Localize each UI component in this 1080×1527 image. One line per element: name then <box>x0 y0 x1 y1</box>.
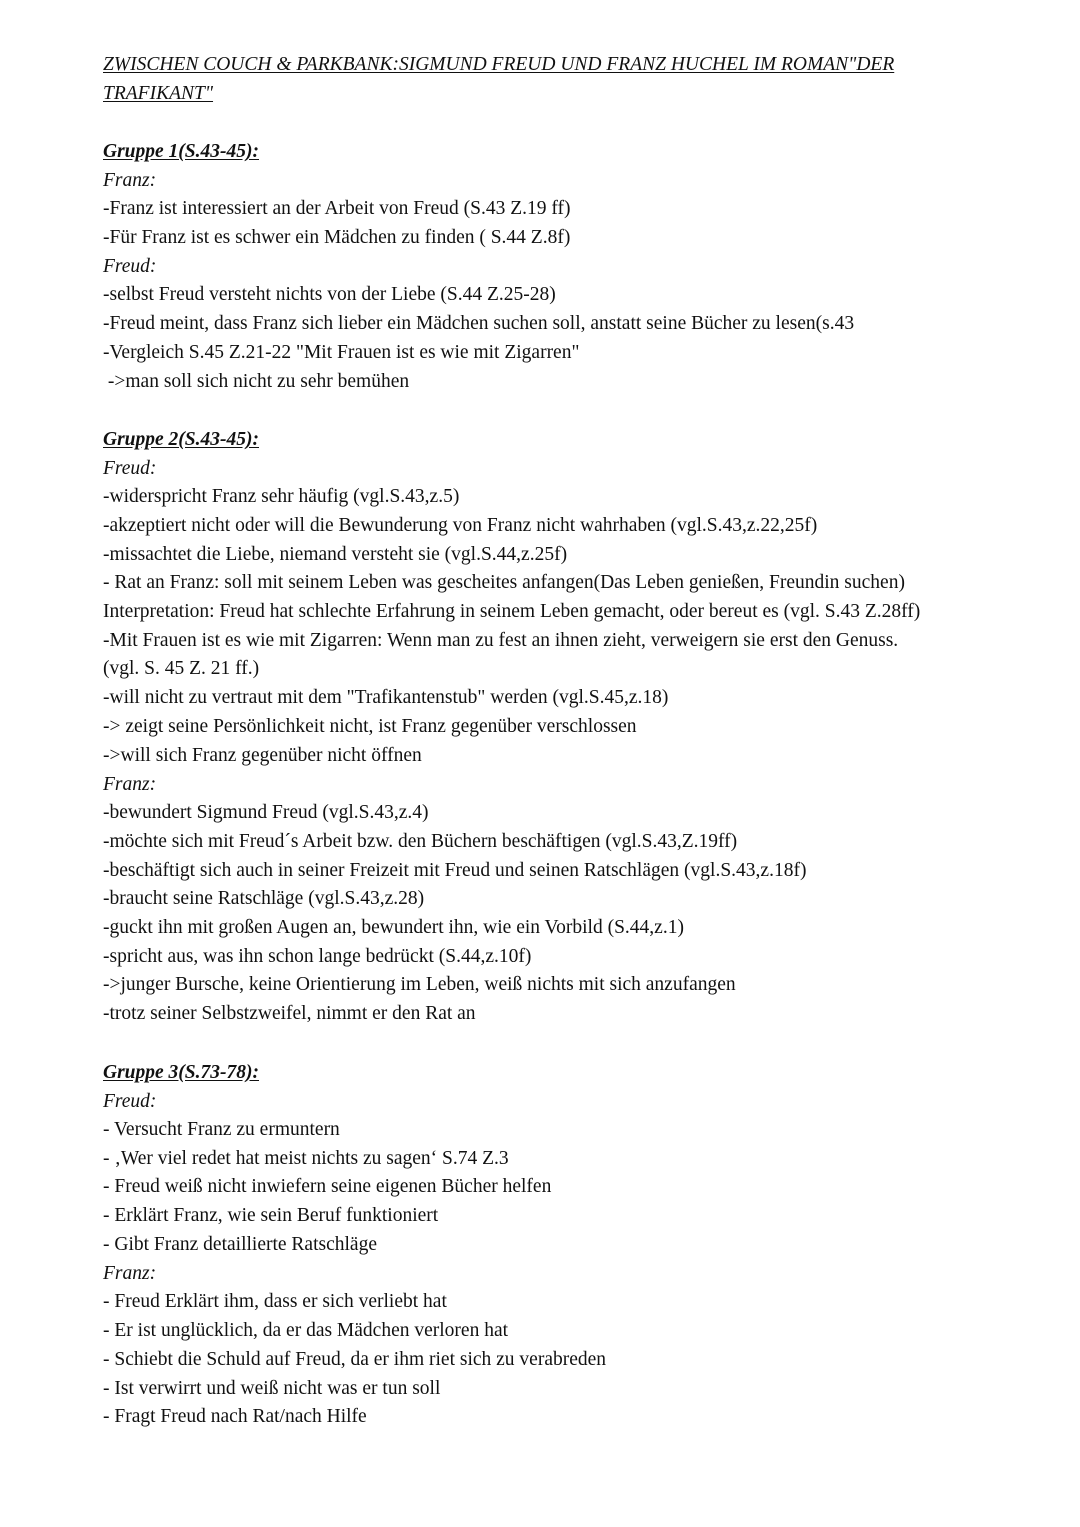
note-line: - Schiebt die Schuld auf Freud, da er ihm riet sich zu verabreden <box>103 1348 607 1370</box>
group-heading: Gruppe 1(S.43-45): <box>103 141 259 162</box>
note-line: -guckt ihn mit großen Augen an, bewundert ihn, wie ein Vorbild (S.44,z.1) <box>103 917 684 939</box>
note-line: - Rat an Franz: soll mit seinem Leben was gescheites anfangen(Das Leben genießen, Freundin suchen) <box>103 572 905 594</box>
speaker-label: Freud: <box>103 1090 157 1112</box>
note-line: -missachtet die Liebe, niemand versteht sie (vgl.S.44,z.25f) <box>103 543 568 565</box>
note-line: ->man soll sich nicht zu sehr bemühen <box>103 370 410 392</box>
spacer <box>103 1029 1043 1058</box>
note-line: -möchte sich mit Freud´s Arbeit bzw. den Büchern beschäftigen (vgl.S.43,Z.19ff) <box>103 830 738 852</box>
note-line: - ‚Wer viel redet hat meist nichts zu sagen‘ S.74 Z.3 <box>103 1147 509 1169</box>
group-heading: Gruppe 3(S.73-78): <box>103 1061 259 1083</box>
speaker-label: Franz: <box>103 1263 157 1285</box>
speaker-label: Freud: <box>103 256 157 278</box>
spacer <box>103 396 1043 425</box>
document-page <box>103 50 1043 1432</box>
group-2 <box>103 425 1043 1029</box>
note-line: -Vergleich S.45 Z.21-22 "Mit Frauen ist es wie mit Zigarren" <box>103 341 580 363</box>
note-line: - Freud weiß nicht inwiefern seine eigenen Bücher helfen <box>103 1176 552 1198</box>
note-line: -Mit Frauen ist es wie mit Zigarren: Wenn man zu fest an ihnen zieht, verweigern sie erst den Genuss. <box>103 629 899 651</box>
note-line: - Freud Erklärt ihm, dass er sich verliebt hat <box>103 1291 447 1313</box>
note-line: -Freud meint, dass Franz sich lieber ein Mädchen suchen soll, anstatt seine Bücher zu lesen(s.43 <box>103 313 855 335</box>
note-line: -beschäftigt sich auch in seiner Freizeit mit Freud und seinen Ratschlägen (vgl.S.43,z.18f) <box>103 859 807 881</box>
group-3 <box>103 1058 1043 1432</box>
note-line: - Ist verwirrt und weiß nicht was er tun soll <box>103 1377 441 1399</box>
note-line: -Franz ist interessiert an der Arbeit von Freud (S.43 Z.19 ff) <box>103 198 571 219</box>
title-line-1: ZWISCHEN COUCH & PARKBANK:SIGMUND FREUD UND FRANZ HUCHEL IM ROMAN"DER <box>103 54 895 75</box>
speaker-label: Freud: <box>103 458 157 480</box>
note-line: -trotz seiner Selbstzweifel, nimmt er den Rat an <box>103 1003 476 1025</box>
note-line: Interpretation: Freud hat schlechte Erfahrung in seinem Leben gemacht, oder bereut es (vgl. S.43 Z.28ff) <box>103 601 921 623</box>
note-line: -bewundert Sigmund Freud (vgl.S.43,z.4) <box>103 802 429 824</box>
note-line: -> zeigt seine Persönlichkeit nicht, ist Franz gegenüber verschlossen <box>103 715 637 737</box>
note-line: -Für Franz ist es schwer ein Mädchen zu finden ( S.44 Z.8f) <box>103 226 571 248</box>
speaker-label: Franz: <box>103 774 157 796</box>
note-line: ->will sich Franz gegenüber nicht öffnen <box>103 744 422 766</box>
note-line: -will nicht zu vertraut mit dem "Trafikantenstub" werden (vgl.S.45,z.18) <box>103 687 669 709</box>
speaker-label: Franz: <box>103 170 157 191</box>
note-line: - Fragt Freud nach Rat/nach Hilfe <box>103 1406 367 1428</box>
note-line: -braucht seine Ratschläge (vgl.S.43,z.28) <box>103 888 425 910</box>
note-line: - Versucht Franz zu ermuntern <box>103 1118 340 1140</box>
note-line: (vgl. S. 45 Z. 21 ff.) <box>103 658 260 680</box>
note-line: - Erklärt Franz, wie sein Beruf funktioniert <box>103 1204 439 1226</box>
group-heading: Gruppe 2(S.43-45): <box>103 429 259 451</box>
note-line: -selbst Freud versteht nichts von der Liebe (S.44 Z.25-28) <box>103 284 556 306</box>
note-line: -spricht aus, was ihn schon lange bedrückt (S.44,z.10f) <box>103 945 532 967</box>
note-line: - Er ist unglücklich, da er das Mädchen verloren hat <box>103 1320 509 1342</box>
note-line: -akzeptiert nicht oder will die Bewunderung von Franz nicht wahrhaben (vgl.S.43,z.22,25f) <box>103 514 818 536</box>
group-1 <box>103 137 1043 396</box>
spacer <box>103 108 1043 137</box>
note-line: ->junger Bursche, keine Orientierung im Leben, weiß nichts mit sich anzufangen <box>103 974 736 996</box>
title-line-2: TRAFIKANT" <box>103 83 214 104</box>
note-line: - Gibt Franz detaillierte Ratschläge <box>103 1233 377 1255</box>
note-line: -widerspricht Franz sehr häufig (vgl.S.43,z.5) <box>103 486 460 508</box>
document-title <box>103 50 1043 108</box>
